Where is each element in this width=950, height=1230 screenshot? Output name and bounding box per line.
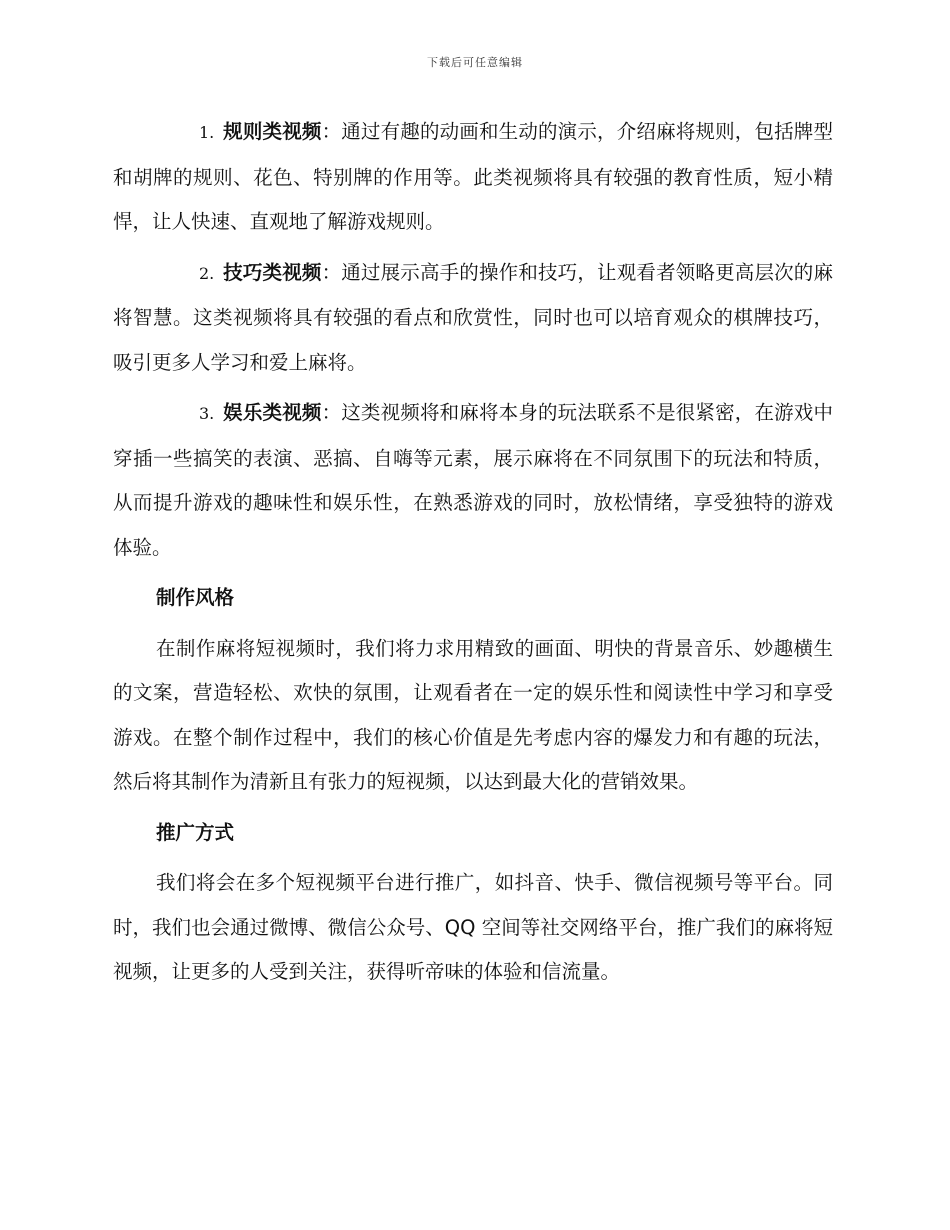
list-item-separator: ： <box>321 401 342 424</box>
list-item-title: 规则类视频 <box>223 120 322 143</box>
document-body <box>113 110 833 1001</box>
list-number: 3. <box>199 404 215 423</box>
list-item-entertainment <box>113 391 833 570</box>
list-item-title: 娱乐类视频 <box>223 401 322 424</box>
page-header: 下载后可任意编辑 <box>427 56 523 69</box>
list-item-body: 这类视频将和麻将本身的玩法联系不是很紧密，在游戏中穿插一些搞笑的表演、恶搞、自嗨等元素，展示麻将在不同氛围下的玩法和特质，从而提升游戏的趣味性和娱乐性，在熟悉游戏的同时，放松情绪，享受独特的游戏体验。 <box>113 401 833 559</box>
list-item-body: 通过展示高手的操作和技巧，让观看者领略更高层次的麻将智慧。这类视频将具有较强的看点和欣赏性，同时也可以培育观众的棋牌技巧，吸引更多人学习和爱上麻将。 <box>113 260 833 374</box>
list-item-rules <box>113 110 833 245</box>
list-item-separator: ： <box>321 120 342 143</box>
section-body-promotion: 我们将会在多个短视频平台进行推广，如抖音、快手、微信视频号等平台。同时，我们也会通过微博、微信公众号、QQ 空间等社交网络平台，推广我们的麻将短视频，让更多的人受到关注，获得听帝味的体验和信流量。 <box>113 871 833 983</box>
list-number: 2. <box>199 263 215 283</box>
section-heading-production-style: 制作风格 <box>156 586 235 609</box>
list-item-skills <box>113 251 833 386</box>
section-heading-promotion: 推广方式 <box>156 820 235 844</box>
list-number: 1. <box>199 123 215 142</box>
list-item-title: 技巧类视频 <box>223 260 322 284</box>
section-body-production-style: 在制作麻将短视频时，我们将力求用精致的画面、明快的背景音乐、妙趣横生的文案，营造轻松、欢快的氛围，让观看者在一定的娱乐性和阅读性中学习和享受游戏。在整个制作过程中，我们的核心价值是先考虑内容的爆发力和有趣的玩法，然后将其制作为清新且有张力的短视频，以达到最大化的营销效果。 <box>113 636 833 793</box>
list-item-separator: ： <box>321 260 342 284</box>
list-item-body: 通过有趣的动画和生动的演示，介绍麻将规则，包括牌型和胡牌的规则、花色、特别牌的作用等。此类视频将具有较强的教育性质，短小精悍，让人快速、直观地了解游戏规则。 <box>113 120 833 233</box>
